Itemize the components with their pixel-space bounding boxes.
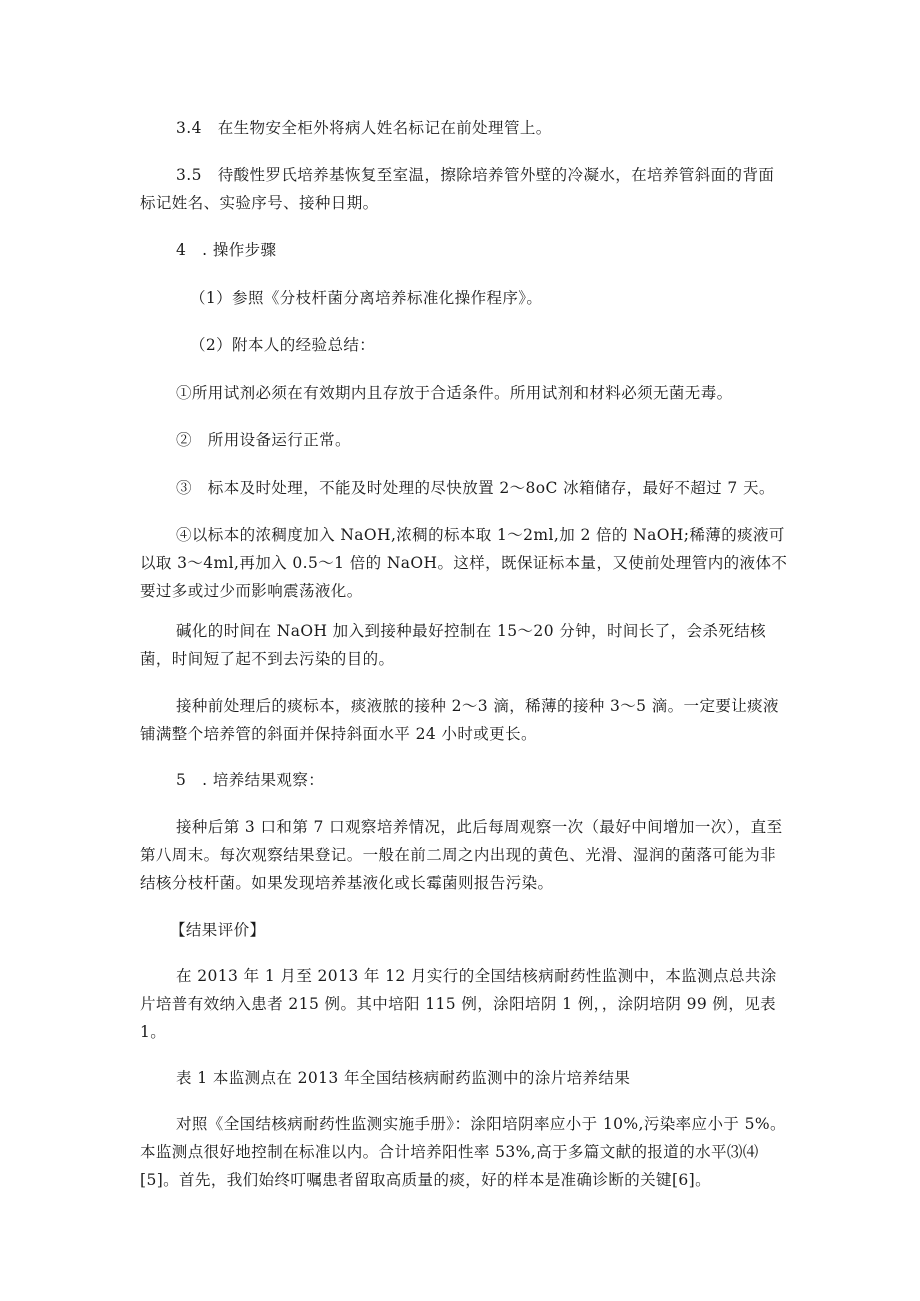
- experience-item-3: ③ 标本及时处理，不能及时处理的尽快放置 2～8oC 冰箱储存，最好不超过 7 天。: [176, 479, 775, 497]
- section-heading-4: 4 . 操作步骤: [176, 241, 277, 259]
- section-heading-5: 5 . 培养结果观察：: [176, 771, 325, 789]
- experience-item-1: ①所用试剂必须在有效期内且存放于合适条件。所用试剂和材料必须无菌无毒。: [176, 384, 733, 402]
- step-2: （2）附本人的经验总结：: [190, 336, 376, 354]
- paragraph-inoculation: 接种前处理后的痰标本，痰液脓的接种 2～3 滴，稀薄的接种 3～5 滴。一定要让痰液铺满整个培养管的斜面并保持斜面水平 24 小时或更长。: [140, 697, 779, 743]
- experience-item-4: ④以标本的浓稠度加入 NaOH,浓稠的标本取 1～2ml,加 2 倍的 NaOH;稀薄的痰液可以取 3～4ml,再加入 0.5～1 倍的 NaOH。这样，既保证标本量，又使前处理管内的液体不要过多或过少而影响震荡液化。: [140, 526, 788, 600]
- paragraph-alkalization: 碱化的时间在 NaOH 加入到接种最好控制在 15～20 分钟，时间长了，会杀死结核菌，时间短了起不到去污染的目的。: [140, 622, 766, 668]
- paragraph-observation: 接种后第 3 口和第 7 口观察培养情况，此后每周观察一次（最好中间增加一次），直至第八周末。每次观察结果登记。一般在前二周之内出现的黄色、光滑、湿润的菌落可能为非结核分枝杆菌。如果发现培养基液化或长霉菌则报告污染。: [140, 818, 783, 892]
- step-1: （1）参照《分枝杆菌分离培养标准化操作程序》。: [190, 289, 543, 307]
- paragraph-3-5: 3.5 待酸性罗氏培养基恢复至室温，擦除培养管外壁的冷凝水，在培养管斜面的背面标记姓名、实验序号、接种日期。: [140, 166, 775, 212]
- table-caption: 表 1 本监测点在 2013 年全国结核病耐药监测中的涂片培养结果: [176, 1069, 631, 1087]
- experience-item-2: ② 所用设备运行正常。: [176, 431, 351, 449]
- section-heading-results: 【结果评价】: [170, 921, 266, 939]
- paragraph-3-4: 3.4 在生物安全柜外将病人姓名标记在前处理管上。: [176, 119, 552, 137]
- paragraph-results: 在 2013 年 1 月至 2013 年 12 月实行的全国结核病耐药性监测中，本监测点总共涂片培普有效纳入患者 215 例。其中培阳 115 例，涂阳培阴 1 例，，涂阴培阴 99 例，见表 1。: [140, 967, 782, 1041]
- paragraph-comparison: 对照《全国结核病耐药性监测实施手册》：涂阳培阴率应小于 10%,污染率应小于 5%。本监测点很好地控制在标准以内。合计培养阳性率 53%,高于多篇文献的报道的水平⑶⑷[5]。首先，我们始终叮嘱患者留取高质量的痰，好的样本是准确诊断的关键[6]。: [140, 1115, 786, 1189]
